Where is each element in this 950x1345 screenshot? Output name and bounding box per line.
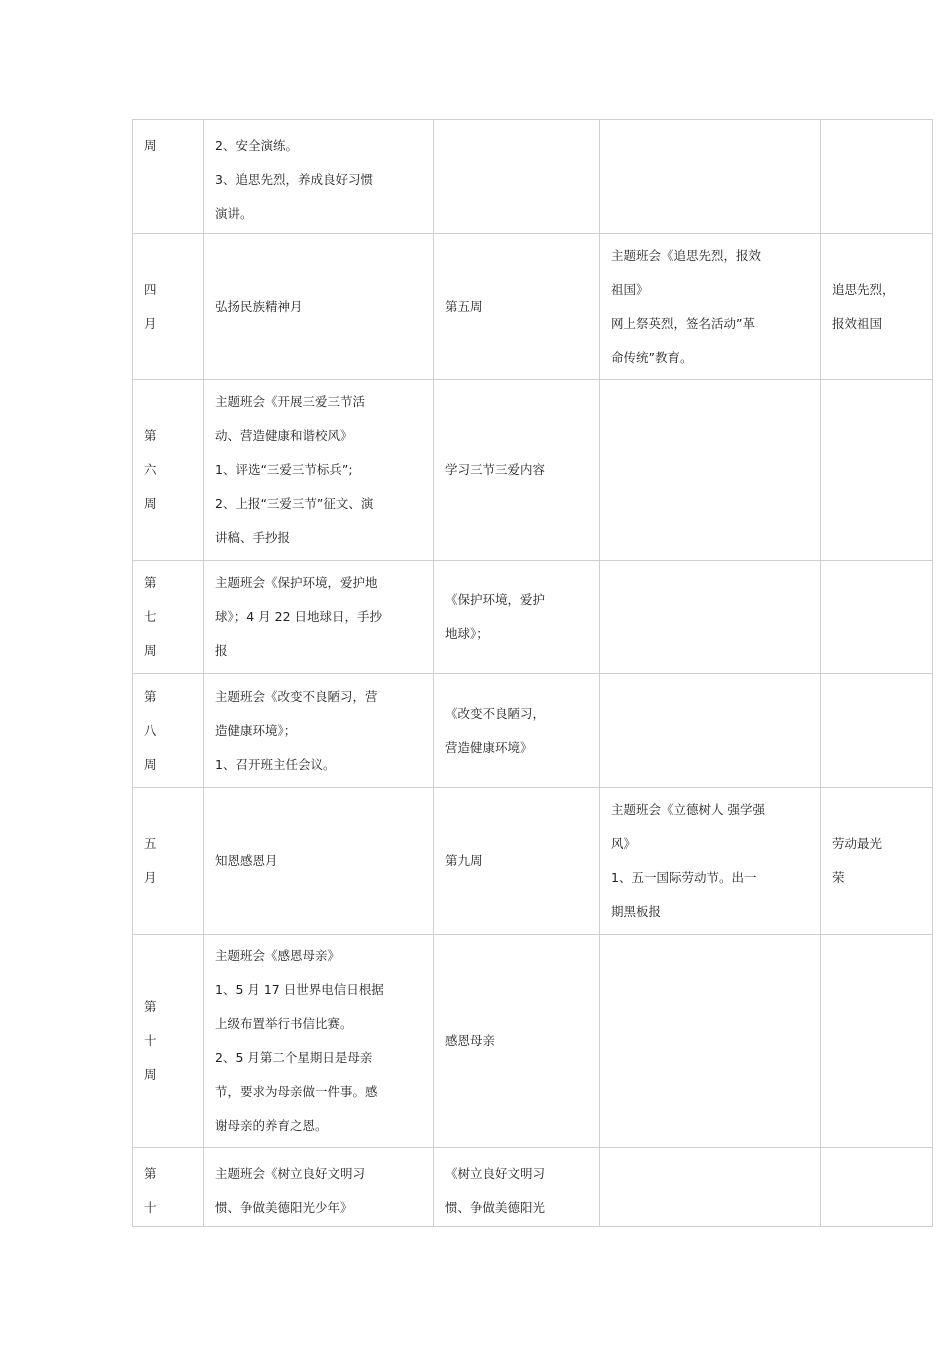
cell-text-line: 演讲。 bbox=[215, 206, 253, 221]
theme-cell bbox=[204, 561, 434, 674]
cell-text-line: 第 bbox=[144, 1166, 157, 1181]
table-row bbox=[133, 380, 933, 561]
cell-text-line: 1、五一国际劳动节。出一 bbox=[611, 870, 757, 885]
theme-cell bbox=[204, 788, 434, 935]
slogan-cell bbox=[821, 561, 933, 674]
cell-text-line: 报效祖国 bbox=[832, 315, 883, 331]
cell-text-line: 2、上报“三爱三节”征文、演 bbox=[215, 496, 374, 511]
table-row bbox=[133, 120, 933, 234]
cell-text-line: 主题班会《改变不良陋习，营 bbox=[215, 688, 378, 704]
table-row bbox=[133, 1148, 933, 1227]
cell-text-line: 主题班会《开展三爱三节活 bbox=[215, 394, 366, 409]
month-week-cell bbox=[133, 788, 204, 935]
month-week-cell bbox=[133, 234, 204, 380]
theme-cell bbox=[204, 674, 434, 788]
cell-text-line: 命传统”教育。 bbox=[611, 349, 693, 365]
cell-text-line: 月 bbox=[144, 870, 157, 885]
cell-text-line: 五 bbox=[144, 836, 157, 851]
theme-cell bbox=[204, 935, 434, 1148]
activity-cell bbox=[600, 234, 821, 380]
activity-cell bbox=[600, 935, 821, 1148]
slogan-cell bbox=[821, 234, 933, 380]
schedule-table bbox=[132, 119, 933, 1227]
month-week-cell bbox=[133, 1148, 204, 1227]
cell-text-line: 荣 bbox=[832, 870, 845, 885]
cell-text-line: 感恩母亲 bbox=[445, 1033, 496, 1048]
cell-text-line: 七 bbox=[144, 609, 157, 624]
cell-text-line: 造健康环境》； bbox=[215, 722, 297, 738]
cell-text-line: 主题班会《追思先烈，报效 bbox=[611, 247, 762, 263]
week-content-cell bbox=[434, 380, 600, 561]
cell-text-line: 主题班会《立德树人 强学强 bbox=[611, 802, 765, 817]
cell-text-line: 周 bbox=[144, 138, 157, 153]
table-row bbox=[133, 561, 933, 674]
cell-text-line: 第 bbox=[144, 999, 157, 1014]
slogan-cell bbox=[821, 674, 933, 788]
cell-text-line: 3、追思先烈，养成良好习惯 bbox=[215, 172, 373, 187]
cell-text-line: 《树立良好文明习 bbox=[445, 1166, 546, 1181]
cell-text-line: 周 bbox=[144, 1067, 157, 1082]
cell-text-line: 球》；4 月 22 日地球日，手抄 bbox=[215, 609, 383, 624]
cell-text-line: 弘扬民族精神月 bbox=[215, 298, 303, 314]
theme-cell bbox=[204, 1148, 434, 1227]
cell-text-line: 网上祭英烈，签名活动”革 bbox=[611, 315, 755, 331]
week-content-cell bbox=[434, 788, 600, 935]
cell-text-line: 劳动最光 bbox=[832, 836, 883, 851]
cell-text-line: 六 bbox=[144, 462, 157, 477]
cell-text-line: 主题班会《保护环境，爱护地 bbox=[215, 575, 378, 590]
week-content-cell bbox=[434, 935, 600, 1148]
week-content-cell bbox=[434, 674, 600, 788]
theme-cell bbox=[204, 234, 434, 380]
week-content-cell bbox=[434, 1148, 600, 1227]
cell-text-line: 地球》； bbox=[445, 626, 489, 641]
table-row bbox=[133, 788, 933, 935]
cell-text-line: 1、5 月 17 日世界电信日根据 bbox=[215, 982, 384, 997]
cell-text-line: 1、评选“三爱三节标兵”; bbox=[215, 462, 353, 477]
cell-text-line: 上级布置举行书信比赛。 bbox=[215, 1016, 353, 1031]
cell-text-line: 营造健康环境》 bbox=[445, 739, 533, 755]
cell-text-line: 2、5 月第二个星期日是母亲 bbox=[215, 1050, 373, 1065]
table-row bbox=[133, 674, 933, 788]
theme-cell bbox=[204, 380, 434, 561]
cell-text-line: 周 bbox=[144, 496, 157, 511]
cell-text-line: 惯、争做美德阳光 bbox=[445, 1200, 546, 1215]
cell-text-line: 十 bbox=[144, 1033, 157, 1048]
cell-text-line: 月 bbox=[144, 315, 157, 331]
cell-text-line: 动、营造健康和谐校风》 bbox=[215, 428, 353, 443]
cell-text-line: 十 bbox=[144, 1200, 157, 1215]
cell-text-line: 学习三节三爱内容 bbox=[445, 462, 546, 477]
month-week-cell bbox=[133, 674, 204, 788]
month-week-cell bbox=[133, 935, 204, 1148]
theme-cell bbox=[204, 120, 434, 234]
month-week-cell bbox=[133, 380, 204, 561]
cell-text-line: 2、安全演练。 bbox=[215, 138, 298, 153]
slogan-cell bbox=[821, 935, 933, 1148]
week-content-cell bbox=[434, 234, 600, 380]
slogan-cell bbox=[821, 380, 933, 561]
table-row bbox=[133, 935, 933, 1148]
activity-cell bbox=[600, 561, 821, 674]
cell-text-line: 第九周 bbox=[445, 853, 483, 868]
cell-text-line: 期黑板报 bbox=[611, 904, 662, 919]
week-content-cell bbox=[434, 120, 600, 234]
cell-text-line: 第 bbox=[144, 428, 157, 443]
cell-text-line: 《保护环境，爱护 bbox=[445, 592, 546, 607]
month-week-cell bbox=[133, 120, 204, 234]
table-row bbox=[133, 234, 933, 380]
week-content-cell bbox=[434, 561, 600, 674]
activity-cell bbox=[600, 120, 821, 234]
cell-text-line: 节，要求为母亲做一件事。感 bbox=[215, 1084, 378, 1099]
cell-text-line: 周 bbox=[144, 756, 157, 772]
cell-text-line: 报 bbox=[215, 643, 228, 658]
cell-text-line: 追思先烈， bbox=[832, 281, 895, 297]
cell-text-line: 讲稿、手抄报 bbox=[215, 530, 291, 545]
slogan-cell bbox=[821, 788, 933, 935]
cell-text-line: 第 bbox=[144, 688, 157, 704]
cell-text-line: 八 bbox=[144, 722, 157, 738]
cell-text-line: 1、召开班主任会议。 bbox=[215, 756, 336, 772]
cell-text-line: 谢母亲的养育之恩。 bbox=[215, 1118, 328, 1133]
cell-text-line: 《改变不良陋习， bbox=[445, 705, 546, 721]
month-week-cell bbox=[133, 561, 204, 674]
cell-text-line: 祖国》 bbox=[611, 281, 649, 297]
cell-text-line: 四 bbox=[144, 281, 157, 297]
cell-text-line: 第五周 bbox=[445, 298, 483, 314]
slogan-cell bbox=[821, 120, 933, 234]
activity-cell bbox=[600, 674, 821, 788]
activity-cell bbox=[600, 788, 821, 935]
activity-cell bbox=[600, 1148, 821, 1227]
cell-text-line: 知恩感恩月 bbox=[215, 853, 278, 868]
cell-text-line: 惯、争做美德阳光少年》 bbox=[215, 1200, 353, 1215]
activity-cell bbox=[600, 380, 821, 561]
cell-text-line: 周 bbox=[144, 643, 157, 658]
slogan-cell bbox=[821, 1148, 933, 1227]
cell-text-line: 风》 bbox=[611, 836, 637, 851]
cell-text-line: 主题班会《感恩母亲》 bbox=[215, 948, 341, 963]
cell-text-line: 主题班会《树立良好文明习 bbox=[215, 1166, 366, 1181]
cell-text-line: 第 bbox=[144, 575, 157, 590]
